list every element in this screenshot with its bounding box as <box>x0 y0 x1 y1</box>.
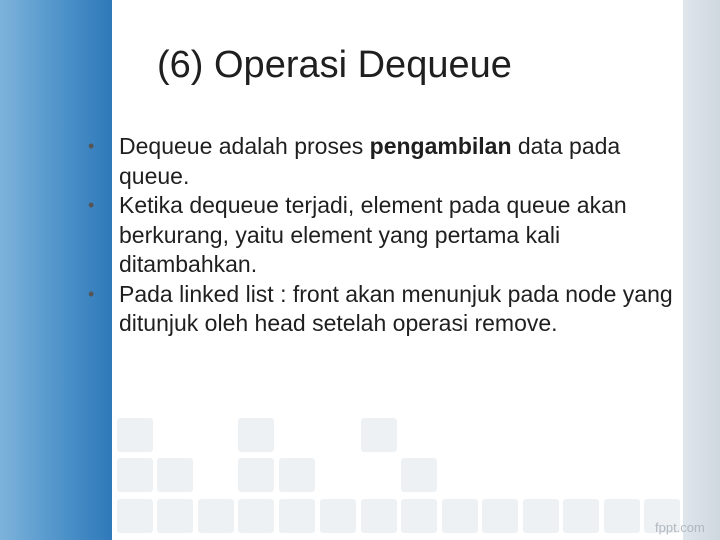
bullet-text-bold: pengambilan <box>369 133 512 159</box>
decorative-tile <box>117 499 153 533</box>
decorative-tile <box>442 499 478 533</box>
footer-brand-watermark: fppt.com <box>655 520 705 535</box>
decorative-tile <box>238 499 274 533</box>
bullet-item <box>88 132 678 191</box>
decorative-tile <box>198 499 234 533</box>
decorative-tile <box>401 499 437 533</box>
decorative-tile <box>279 458 315 492</box>
bullet-item <box>88 280 678 339</box>
decorative-tile <box>117 418 153 452</box>
bullet-text-segment: data pada queue. <box>119 133 621 189</box>
bullet-item <box>88 191 678 280</box>
decorative-tile <box>320 499 356 533</box>
bullet-dot: • <box>88 195 95 215</box>
decorative-tile <box>279 499 315 533</box>
bullet-text-segment: Dequeue adalah proses <box>119 133 370 159</box>
decorative-tile <box>401 458 437 492</box>
bullet-dot: • <box>88 136 95 156</box>
bullet-dot: • <box>88 283 95 304</box>
decorative-tile <box>238 458 274 492</box>
bullet-text-segment: Ketika dequeue terjadi, element pada queue akan berkurang, yaitu element yang pertama kali ditambahkan. <box>119 192 627 277</box>
decorative-tile <box>157 458 193 492</box>
decorative-tile <box>157 499 193 533</box>
decorative-tile <box>361 499 397 533</box>
decorative-tile <box>238 418 274 452</box>
decorative-tile <box>361 418 397 452</box>
bullet-text-segment: Pada linked list : front akan menunjuk pada node yang ditunjuk oleh head setelah operasi remove. <box>119 280 673 336</box>
decorative-tile <box>117 458 153 492</box>
decorative-tile <box>563 499 599 533</box>
slide-title: (6) Operasi Dequeue <box>157 44 512 86</box>
decorative-tile <box>604 499 640 533</box>
bullet-list <box>88 132 678 339</box>
decorative-tile <box>482 499 518 533</box>
decorative-tile <box>523 499 559 533</box>
